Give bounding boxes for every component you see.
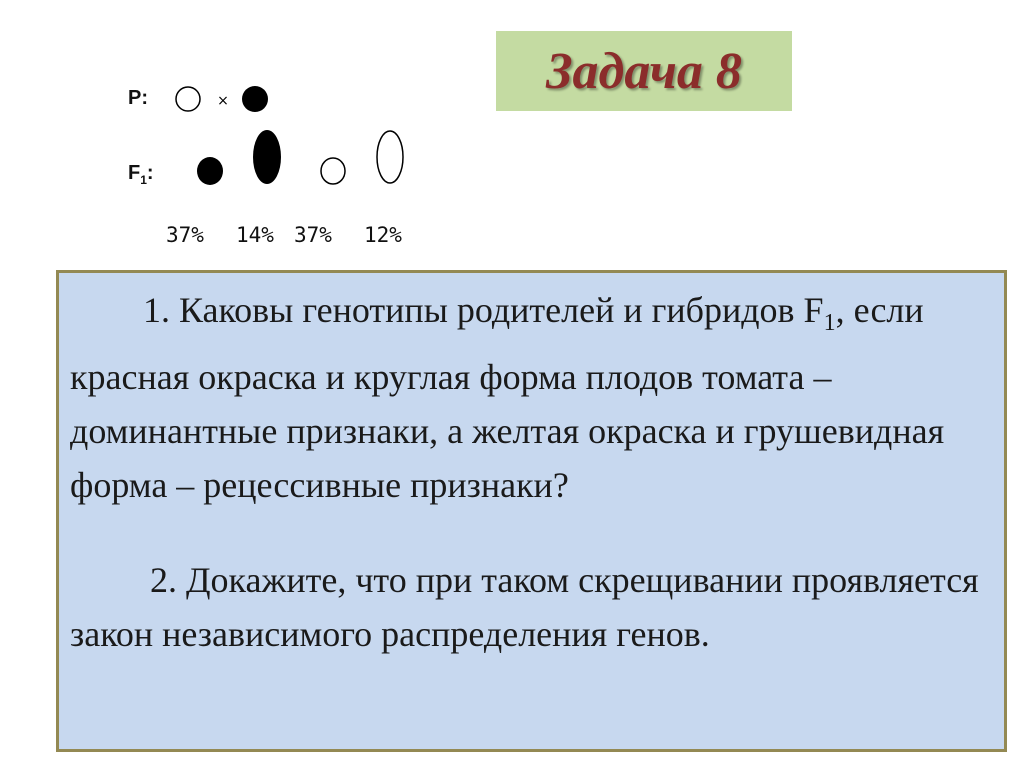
parents-row [170, 83, 270, 115]
svg-text:×: × [217, 93, 229, 109]
parents-label: P: [128, 87, 148, 109]
white-round-fruit-icon [176, 87, 200, 111]
slide-title: Задача 8 [546, 42, 742, 100]
black-oval-fruit-icon [253, 130, 281, 184]
offspring-row [190, 125, 420, 195]
question-2: 2. Докажите, что при таком скрещивании проявляется закон независимого распределения генов. [70, 560, 979, 654]
percentage-label: 12% [364, 223, 402, 247]
white-round-fruit-icon [321, 158, 345, 184]
f1-label: $F_1$: [128, 162, 154, 187]
black-round-fruit-icon [197, 157, 223, 185]
question-1: 1. Каковы генотипы родителей и гибридов $F_1$, если красная окраска и круглая форма плодов томата – доминантные признаки, а желтая окраска и грушевидная форма – рецессивные признаки? [70, 290, 945, 506]
title-box [496, 31, 792, 111]
cross-diagram [120, 75, 430, 260]
black-round-fruit-icon [242, 86, 268, 112]
cross-icon [217, 93, 229, 109]
task-box [56, 270, 1007, 752]
percentage-label: 14% [236, 223, 274, 247]
white-oval-fruit-icon [377, 131, 403, 183]
percentage-label: 37% [294, 223, 332, 247]
percentage-label: 37% [166, 223, 204, 247]
